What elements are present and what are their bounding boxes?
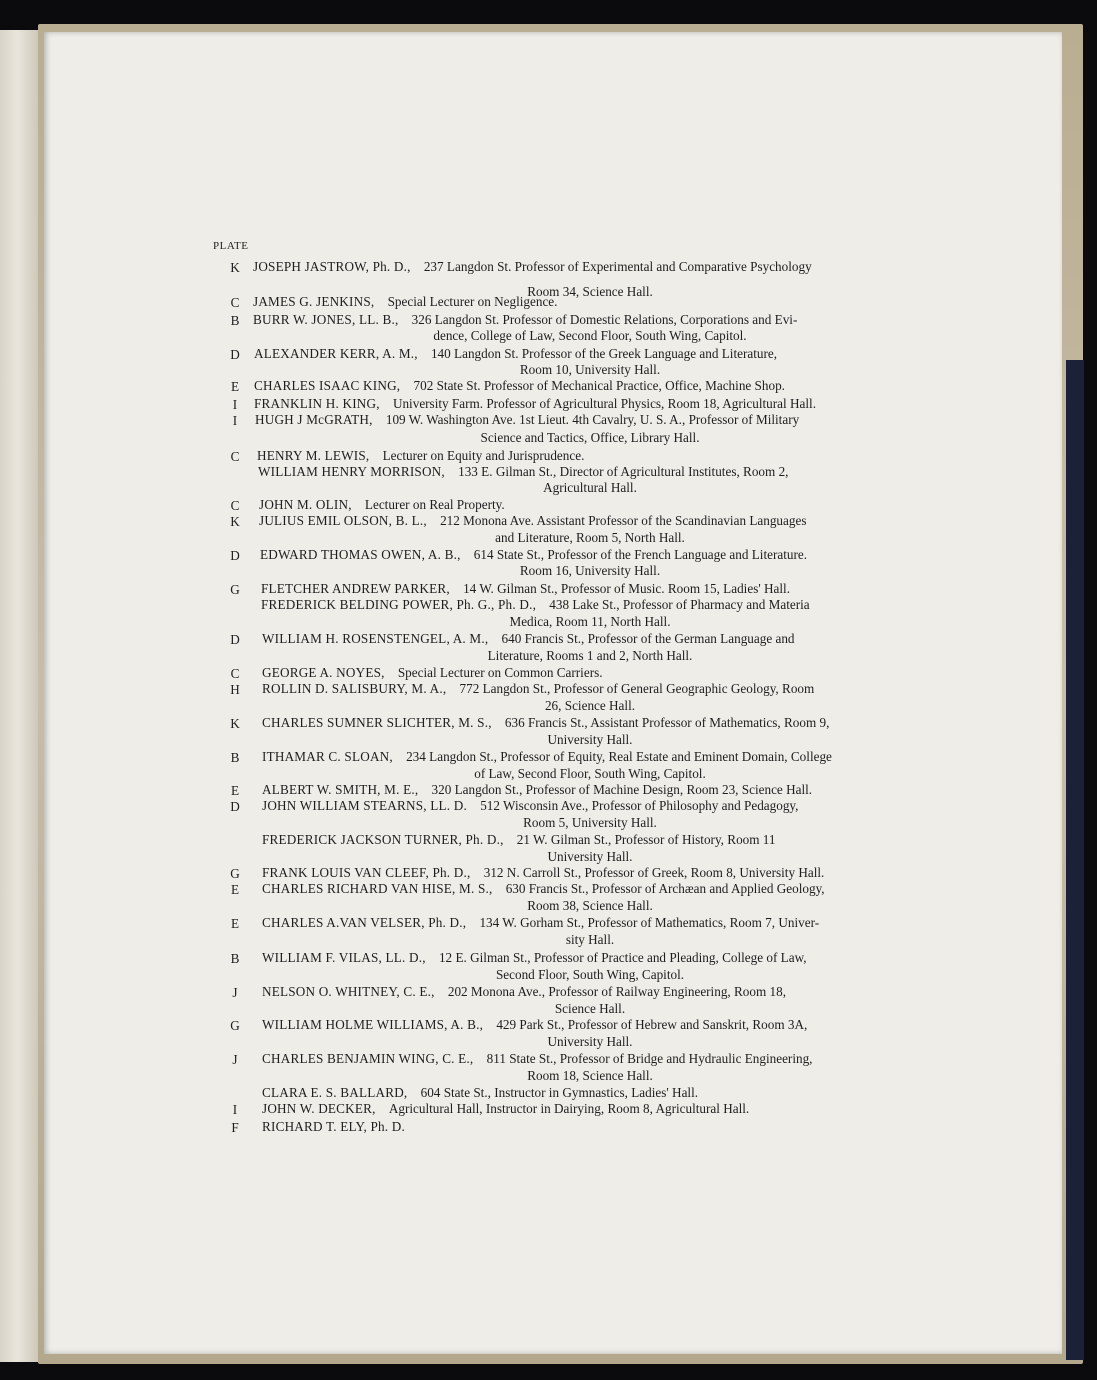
person-name: FLETCHER ANDREW PARKER, — [261, 581, 450, 596]
entry-first-line — [262, 831, 776, 848]
entry-continuation: Science Hall. — [554, 1001, 626, 1016]
entry-description: 133 E. Gilman St., Director of Agricultural Institutes, Room 2, — [458, 464, 789, 479]
person-name: WILLIAM HENRY MORRISON, — [258, 464, 445, 479]
entry-first-line — [262, 714, 829, 731]
plate-letter: K — [230, 260, 240, 275]
entry-first-line — [262, 949, 807, 966]
person-name: JOHN W. DECKER, — [262, 1101, 376, 1116]
person-name: JOHN WILLIAM STEARNS, LL. D. — [262, 798, 467, 813]
plate-letter: G — [230, 1018, 240, 1033]
entry-continuation: dence, College of Law, Second Floor, South Wing, Capitol. — [433, 328, 747, 343]
entry-first-line — [253, 311, 797, 328]
entry-first-line — [262, 880, 825, 897]
entry-description: 604 State St., Instructor in Gymnastics, Ladies' Hall. — [420, 1085, 699, 1100]
entry-description: 202 Monona Ave., Professor of Railway Engineering, Room 18, — [447, 984, 787, 999]
plate-letter: H — [230, 682, 240, 697]
entry-first-line — [262, 781, 812, 798]
person-name: HUGH J McGRATH, — [255, 412, 373, 427]
person-name: FRANKLIN H. KING, — [254, 396, 380, 411]
plate-letter: G — [230, 582, 240, 597]
entry-first-line — [262, 914, 819, 931]
entry-description: 702 State St. Professor of Mechanical Practice, Office, Machine Shop. — [413, 378, 785, 393]
entry-description: 614 State St., Professor of the French Language and Literature. — [473, 547, 808, 562]
entry-description: 438 Lake St., Professor of Pharmacy and Materia — [549, 597, 810, 612]
entry-description: 630 Francis St., Professor of Archæan and Applied Geology, — [505, 881, 825, 896]
person-name: JOSEPH JASTROW, Ph. D., — [253, 259, 411, 274]
person-name: RICHARD T. ELY, Ph. D. — [262, 1119, 406, 1134]
person-name: EDWARD THOMAS OWEN, A. B., — [260, 547, 461, 562]
entry-continuation: Second Floor, South Wing, Capitol. — [495, 967, 685, 982]
person-name: ALBERT W. SMITH, M. E., — [262, 782, 419, 797]
entry-continuation: 26, Science Hall. — [544, 698, 636, 713]
entry-description: 134 W. Gorham St., Professor of Mathematics, Room 7, Univer- — [479, 915, 820, 930]
entry-first-line — [254, 345, 777, 362]
person-name: JAMES G. JENKINS, — [253, 294, 375, 309]
entry-first-line — [262, 797, 798, 814]
entry-description: 512 Wisconsin Ave., Professor of Philosophy and Pedagogy, — [480, 798, 799, 813]
entry-description: 21 W. Gilman St., Professor of History, Room 11 — [516, 832, 776, 847]
plate-letter: C — [230, 498, 240, 513]
entry-continuation: and Literature, Room 5, North Hall. — [495, 530, 685, 545]
entry-continuation: Science and Tactics, Office, Library Hall. — [480, 430, 700, 445]
entry-first-line — [262, 1100, 749, 1117]
entry-continuation: Room 38, Science Hall. — [527, 898, 653, 913]
entry-continuation: Room 18, Science Hall. — [527, 1068, 653, 1083]
entry-first-line — [262, 1118, 405, 1135]
entry-continuation: University Hall. — [547, 732, 633, 747]
entry-description: University Farm. Professor of Agricultural Physics, Room 18, Agricultural Hall. — [392, 396, 816, 411]
person-name: HENRY M. LEWIS, — [257, 448, 370, 463]
entry-continuation: Room 34, Science Hall. — [527, 284, 653, 299]
person-name: JULIUS EMIL OLSON, B. L., — [259, 513, 427, 528]
entry-first-line — [258, 463, 788, 480]
person-name: CHARLES SUMNER SLICHTER, M. S., — [262, 715, 492, 730]
person-name: CLARA E. S. BALLARD, — [262, 1085, 408, 1100]
plate-letter: E — [230, 882, 240, 897]
entry-description: 234 Langdon St., Professor of Equity, Real Estate and Eminent Domain, College — [406, 749, 832, 764]
plate-letter: E — [230, 379, 240, 394]
entry-first-line — [262, 748, 832, 765]
entry-first-line — [262, 680, 814, 697]
person-name: ALEXANDER KERR, A. M., — [254, 346, 418, 361]
person-name: WILLIAM HOLME WILLIAMS, A. B., — [262, 1017, 484, 1032]
entry-description: Lecturer on Real Property. — [364, 497, 505, 512]
entry-description: 312 N. Carroll St., Professor of Greek, Room 8, University Hall. — [483, 865, 825, 880]
entry-description: 109 W. Washington Ave. 1st Lieut. 4th Cavalry, U. S. A., Professor of Military — [385, 412, 800, 427]
entry-first-line — [257, 447, 584, 464]
entry-first-line — [261, 596, 810, 613]
person-name: FREDERICK JACKSON TURNER, Ph. D., — [262, 832, 504, 847]
plate-letter: I — [232, 397, 238, 412]
entry-first-line — [253, 258, 812, 275]
entry-first-line — [260, 546, 807, 563]
entry-description: Special Lecturer on Negligence. — [387, 294, 558, 309]
entry-first-line — [262, 983, 786, 1000]
plate-letter: I — [232, 1102, 238, 1117]
entry-description: 640 Francis St., Professor of the German Language and — [501, 631, 795, 646]
person-name: JOHN M. OLIN, — [259, 497, 352, 512]
entry-first-line — [259, 512, 806, 529]
person-name: CHARLES A.VAN VELSER, Ph. D., — [262, 915, 467, 930]
plate-letter: J — [232, 1052, 238, 1067]
entry-first-line — [262, 664, 603, 681]
plate-letter: C — [230, 295, 240, 310]
plate-letter: D — [230, 548, 240, 563]
plate-letter: K — [230, 716, 240, 731]
entry-description: 326 Langdon St. Professor of Domestic Relations, Corporations and Evi- — [411, 312, 798, 327]
plate-letter: B — [230, 951, 240, 966]
plate-letter: E — [230, 916, 240, 931]
entry-description: Agricultural Hall, Instructor in Dairying, Room 8, Agricultural Hall. — [388, 1101, 750, 1116]
plate-letter: D — [230, 632, 240, 647]
entry-description: Special Lecturer on Common Carriers. — [397, 665, 603, 680]
entry-description: 12 E. Gilman St., Professor of Practice and Pleading, College of Law, — [438, 950, 807, 965]
entry-first-line — [254, 395, 816, 412]
person-name: WILLIAM H. ROSENSTENGEL, A. M., — [262, 631, 489, 646]
entry-continuation: sity Hall. — [565, 932, 615, 947]
entry-first-line — [261, 580, 790, 597]
entry-description: 140 Langdon St. Professor of the Greek Language and Literature, — [430, 346, 778, 361]
entry-first-line — [262, 1016, 807, 1033]
entry-first-line — [254, 377, 785, 394]
entry-description: 212 Monona Ave. Assistant Professor of the Scandinavian Languages — [440, 513, 807, 528]
entry-description: 772 Langdon St., Professor of General Geographic Geology, Room — [459, 681, 815, 696]
plate-letter: E — [230, 783, 240, 798]
person-name: CHARLES RICHARD VAN HISE, M. S., — [262, 881, 493, 896]
person-name: NELSON O. WHITNEY, C. E., — [262, 984, 435, 999]
entry-description: 14 W. Gilman St., Professor of Music. Room 15, Ladies' Hall. — [463, 581, 790, 596]
entry-continuation: University Hall. — [547, 849, 633, 864]
person-name: ITHAMAR C. SLOAN, — [262, 749, 393, 764]
entry-description: 811 State St., Professor of Bridge and Hydraulic Engineering, — [486, 1051, 813, 1066]
plate-letter: C — [230, 666, 240, 681]
person-name: GEORGE A. NOYES, — [262, 665, 385, 680]
person-name: ROLLIN D. SALISBURY, M. A., — [262, 681, 447, 696]
plate-letter: B — [230, 750, 240, 765]
entry-first-line — [253, 293, 557, 310]
person-name: FREDERICK BELDING POWER, Ph. G., Ph. D., — [261, 597, 537, 612]
entry-description: 320 Langdon St., Professor of Machine Design, Room 23, Science Hall. — [431, 782, 813, 797]
entry-first-line — [262, 864, 824, 881]
entry-continuation: Agricultural Hall. — [543, 480, 637, 495]
plate-letter: F — [231, 1120, 239, 1135]
entry-continuation: Literature, Rooms 1 and 2, North Hall. — [487, 648, 693, 663]
person-name: CHARLES BENJAMIN WING, C. E., — [262, 1051, 474, 1066]
entry-continuation: Room 16, University Hall. — [519, 563, 661, 578]
plate-letter: K — [230, 514, 240, 529]
plate-column-header: PLATE — [213, 240, 249, 252]
entry-first-line — [255, 411, 799, 428]
entry-description: 429 Park St., Professor of Hebrew and Sanskrit, Room 3A, — [496, 1017, 808, 1032]
person-name: FRANK LOUIS VAN CLEEF, Ph. D., — [262, 865, 471, 880]
entry-first-line — [262, 1084, 698, 1101]
entry-description: 237 Langdon St. Professor of Experimental and Comparative Psychology — [423, 259, 812, 274]
entry-continuation: of Law, Second Floor, South Wing, Capitol. — [474, 766, 706, 781]
plate-letter: C — [230, 449, 240, 464]
plate-letter: I — [232, 413, 238, 428]
entry-first-line — [262, 1050, 812, 1067]
person-name: WILLIAM F. VILAS, LL. D., — [262, 950, 426, 965]
person-name: CHARLES ISAAC KING, — [254, 378, 401, 393]
plate-letter: J — [232, 985, 238, 1000]
entry-description: 636 Francis St., Assistant Professor of Mathematics, Room 9, — [504, 715, 830, 730]
entry-first-line — [262, 630, 795, 647]
entry-continuation: Room 5, University Hall. — [523, 815, 657, 830]
plate-letter: G — [230, 866, 240, 881]
plate-letter: B — [230, 313, 240, 328]
entry-continuation: Medica, Room 11, North Hall. — [509, 614, 671, 629]
plate-letter: D — [230, 799, 240, 814]
entry-continuation: University Hall. — [547, 1034, 633, 1049]
plate-letter: D — [230, 347, 240, 362]
person-name: BURR W. JONES, LL. B., — [253, 312, 399, 327]
entry-continuation: Room 10, University Hall. — [519, 362, 661, 377]
entry-first-line — [259, 496, 505, 513]
entry-description: Lecturer on Equity and Jurisprudence. — [382, 448, 585, 463]
